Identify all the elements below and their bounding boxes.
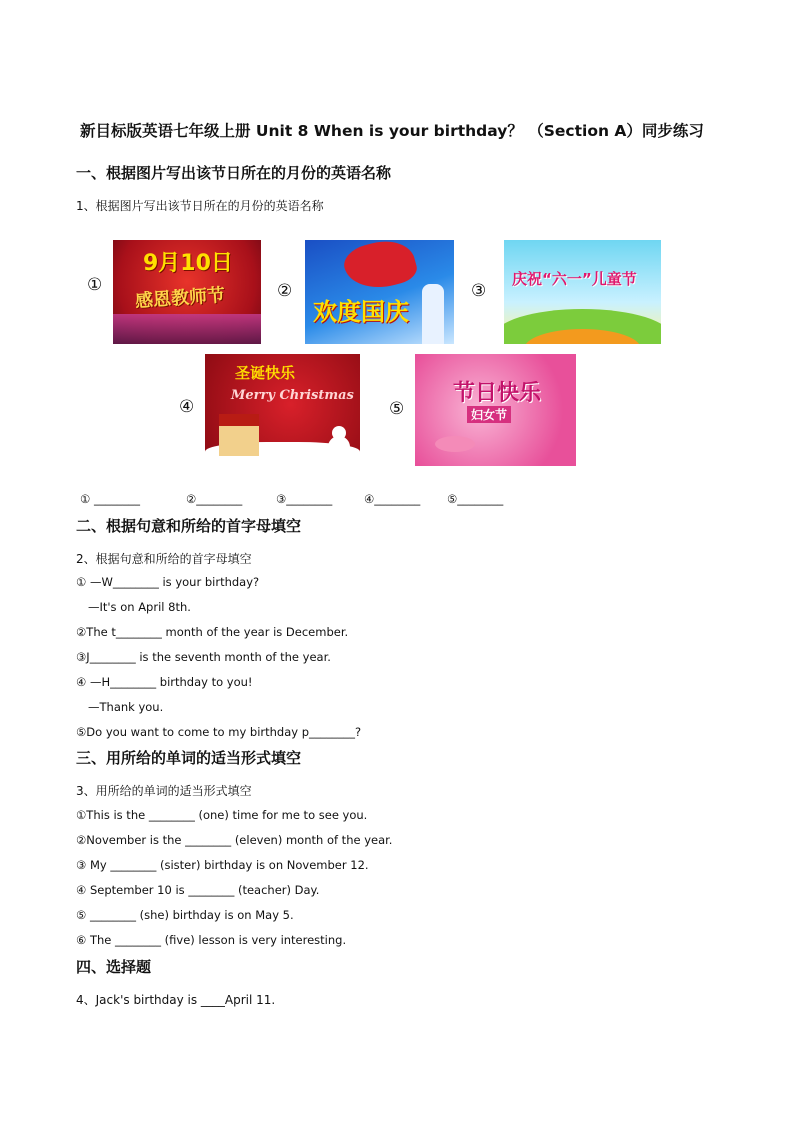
picture-4-caption: 圣诞快乐 (235, 364, 296, 382)
exercise-2-line-2: —It's on April 8th. (88, 600, 191, 614)
exercise-3-line-3: ③ My ________ (sister) birthday is on November 12. (76, 858, 369, 872)
picture-1-date: 9月10日 (143, 251, 233, 276)
picture-4-subcaption: Merry Christmas (231, 388, 354, 403)
picture-1-marker: ① (87, 275, 103, 295)
picture-5-subcaption: 妇女节 (467, 406, 511, 423)
answer-blank-5: ⑤________ (447, 492, 504, 506)
picture-5-caption: 节日快乐 (453, 381, 542, 406)
picture-3-caption: 庆祝“六一”儿童节 (512, 270, 637, 288)
exercise-3-line-6: ⑥ The ________ (five) lesson is very interesting. (76, 933, 347, 947)
exercise-2-line-1: ① —W________ is your birthday? (76, 575, 260, 589)
picture-2-caption: 欢度国庆 (313, 298, 409, 326)
picture-2-marker: ② (277, 281, 293, 301)
section-2-heading: 二、根据句意和所给的首字母填空 (76, 517, 302, 535)
exercise-3-line-4: ④ September 10 is ________ (teacher) Day. (76, 883, 320, 897)
question-3: 3、用所给的单词的适当形式填空 (76, 784, 252, 798)
section-4-heading: 四、选择题 (76, 958, 152, 976)
picture-5-marker: ⑤ (389, 399, 405, 419)
picture-4-marker: ④ (179, 397, 195, 417)
exercise-2-line-4: ③J________ is the seventh month of the year. (76, 650, 331, 664)
exercise-2-line-6: —Thank you. (88, 700, 164, 714)
childrens-day-picture (504, 240, 661, 344)
question-1: 1、根据图片写出该节日所在的月份的英语名称 (76, 199, 324, 213)
exercise-2-line-3: ②The t________ month of the year is December. (76, 625, 349, 639)
christmas-picture (205, 354, 360, 466)
picture-1-caption: 感恩教师节 (134, 284, 226, 313)
womens-day-picture (415, 354, 576, 466)
exercise-3-line-2: ②November is the ________ (eleven) month of the year. (76, 833, 393, 847)
exercise-3-line-5: ⑤ ________ (she) birthday is on May 5. (76, 908, 294, 922)
question-4: 4、Jack's birthday is ____April 11. (76, 993, 276, 1007)
section-1-heading: 一、根据图片写出该节日所在的月份的英语名称 (76, 164, 392, 182)
teachers-day-picture (113, 240, 261, 344)
national-day-picture (305, 240, 454, 344)
answer-blank-4: ④________ (364, 492, 421, 506)
exercise-3-line-1: ①This is the ________ (one) time for me to see you. (76, 808, 368, 822)
page-title: 新目标版英语七年级上册 Unit 8 When is your birthday？ （Section A）同步练习 (80, 122, 704, 140)
exercise-2-line-5: ④ —H________ birthday to you! (76, 675, 253, 689)
answer-blank-2: ②________ (186, 492, 243, 506)
answer-blank-1: ① ________ (80, 492, 140, 506)
answer-blank-3: ③________ (276, 492, 333, 506)
question-2: 2、根据句意和所给的首字母填空 (76, 552, 252, 566)
exercise-2-line-7: ⑤Do you want to come to my birthday p________? (76, 725, 362, 739)
picture-3-marker: ③ (471, 281, 487, 301)
section-3-heading: 三、用所给的单词的适当形式填空 (76, 749, 302, 767)
